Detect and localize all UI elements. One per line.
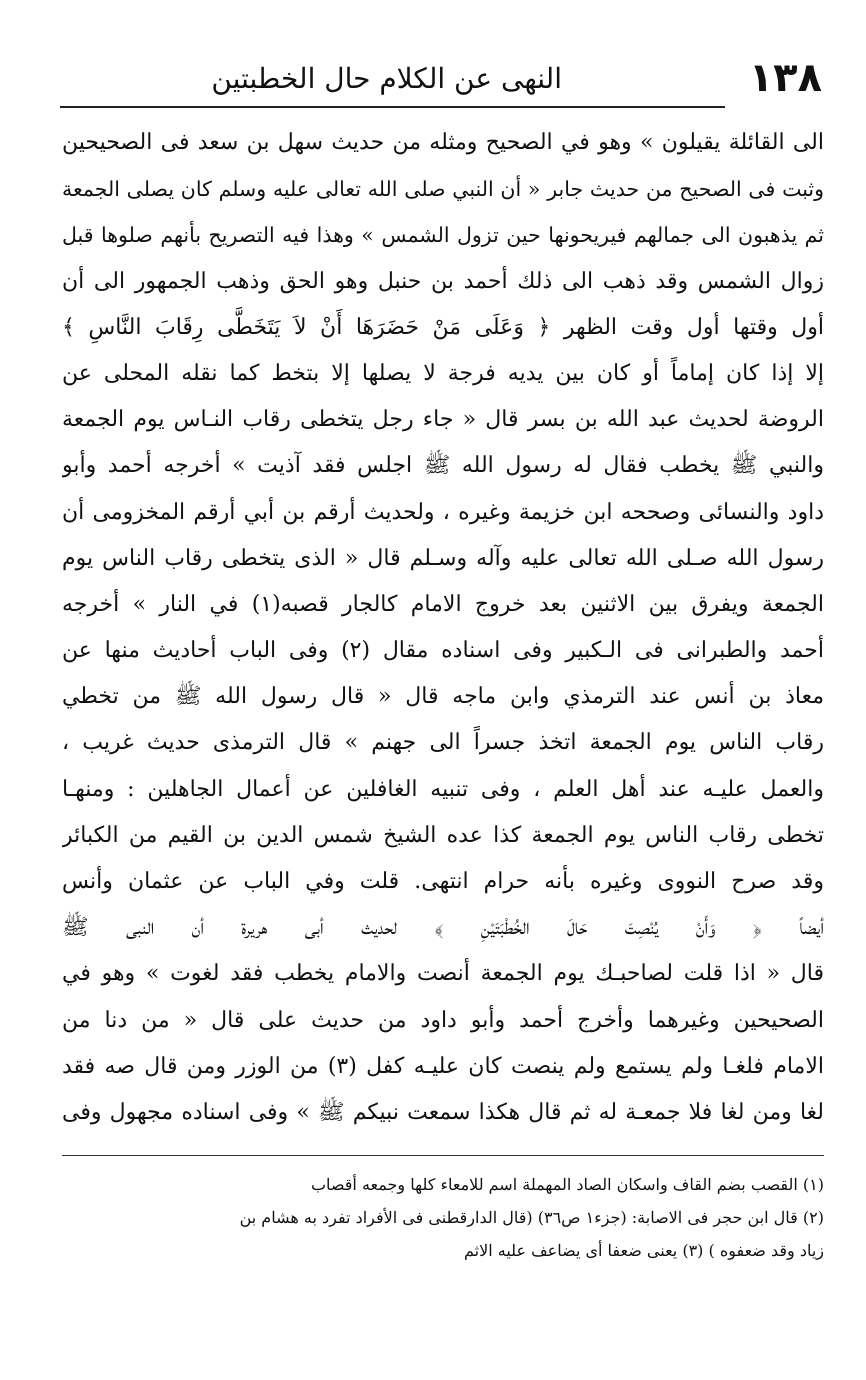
footnote-rule <box>62 1155 824 1156</box>
text-line: والعمل عليـه عند أهل العلم ، وفى تنبيه الغافلين عن أعمال الجاهلين : ومنهـا <box>62 776 824 802</box>
page-header <box>62 50 822 112</box>
text-line: الروضة لحديث عبد الله بن بسر قال « جاء رجل يتخطى رقاب النـاس يوم الجمعة <box>62 407 824 433</box>
text-line: أيضاً ﴿ وَأَنْ يُنْصِتَ حَالَ الخُطْبَتَيْنِ ﴾ لحديث أبى هريرة أن النبى ﷺ <box>62 915 824 941</box>
footnotes <box>62 1168 824 1267</box>
text-line: إلا إذا كان إماماً أو كان بين يديه فرجة لا يصلها إلا بتخط كما نقله المحلى عن <box>62 360 824 386</box>
text-line: رقاب الناس يوم الجمعة اتخذ جسراً الى جهنم » قال الترمذى حديث غريب ، <box>62 730 824 756</box>
text-line: الى القائلة يقيلون » وهو في الصحيح ومثله من حديث سهل بن سعد فى الصحيحين <box>62 130 824 155</box>
text-line: وثبت فى الصحيح من حديث جابر « أن النبي صلى الله تعالى عليه وسلم كان يصلى الجمعة <box>62 177 824 202</box>
text-line: قال « اذا قلت لصاحبـك يوم الجمعة أنصت والامام يخطب فقد لغوت » وهو في <box>62 961 824 987</box>
page-number: ١٣٨ <box>748 55 822 101</box>
text-line: الامام فلغـا ولم يستمع ولم ينصت كان عليـه كفل (٣) من الوزر ومن قال صه فقد <box>62 1053 824 1079</box>
text-line: داود والنسائى وصححه ابن خزيمة وغيره ، ولحديث أرقم بن أبي أرقم المخزومى أن <box>62 499 824 525</box>
text-line: معاذ بن أنس عند الترمذي وابن ماجه قال « قال رسول الله ﷺ من تخطي <box>62 684 824 710</box>
text-line: الصحيحين وغيرهما وأخرج أحمد وأبو داود من حديث على قال « من دنا من <box>62 1007 824 1033</box>
footnote-line: (١) القصب بضم القاف واسكان الصاد المهملة اسم للامعاء كلها وجمعه أقصاب <box>310 1175 824 1194</box>
text-line: رسول الله صـلى الله تعالى عليه وآله وسـلم قال « الذى يتخطى رقاب الناس يوم <box>62 545 824 571</box>
text-line: لغا ومن لغا فلا جمعـة له ثم قال هكذا سمعت نبيكم ﷺ » وفى اسناده مجهول وفى <box>62 1099 824 1125</box>
text-line: والنبي ﷺ يخطب فقال له رسول الله ﷺ اجلس فقد آذيت » أخرجه أحمد وأبو <box>62 453 824 479</box>
header-rule <box>60 106 725 108</box>
running-title: النهى عن الكلام حال الخطبتين <box>211 62 562 95</box>
footnote-line: (٢) قال ابن حجر فى الاصابة: (جزء١ ص٣٦) (قال الدارقطنى فى الأفراد تفرد به هشام بن <box>239 1208 824 1227</box>
text-line: ثم يذهبون الى جمالهم فيريحونها حين تزول الشمس » وهذا فيه التصريح بأنهم صلوها قبل <box>62 223 824 248</box>
text-line: أحمد والطبرانى فى الـكبير وفى اسناده مقال (٢) وفى الباب أحاديث منها عن <box>62 638 824 664</box>
text-line: زوال الشمس وقد ذهب الى ذلك أحمد بن حنبل وهو الحق وذهب الجمهور الى أن <box>62 268 824 294</box>
footnote-line: زياد وقد ضعفوه ) (٣) يعنى ضعفا أى يضاعف عليه الاثم <box>464 1241 824 1260</box>
text-line: أول وقتها أول وقت الظهر ﴿ وَعَلَى مَنْ حَضَرَهَا أَنْ لاَ يَتَخَطَّى رِقَابَ النَّاسِ ﴾ <box>62 314 824 340</box>
text-line: تخطى رقاب الناس يوم الجمعة كذا عده الشيخ شمس الدين بن القيم من الكبائر <box>62 822 824 848</box>
main-text <box>62 120 824 1136</box>
text-line: الجمعة ويفرق بين الاثنين بعد خروج الامام كالجار قصبه(١) في النار » أخرجه <box>62 591 824 617</box>
text-line: وقد صرح النووى وغيره بأنه حرام انتهى. قلت وفي الباب عن عثمان وأنس <box>62 869 824 894</box>
